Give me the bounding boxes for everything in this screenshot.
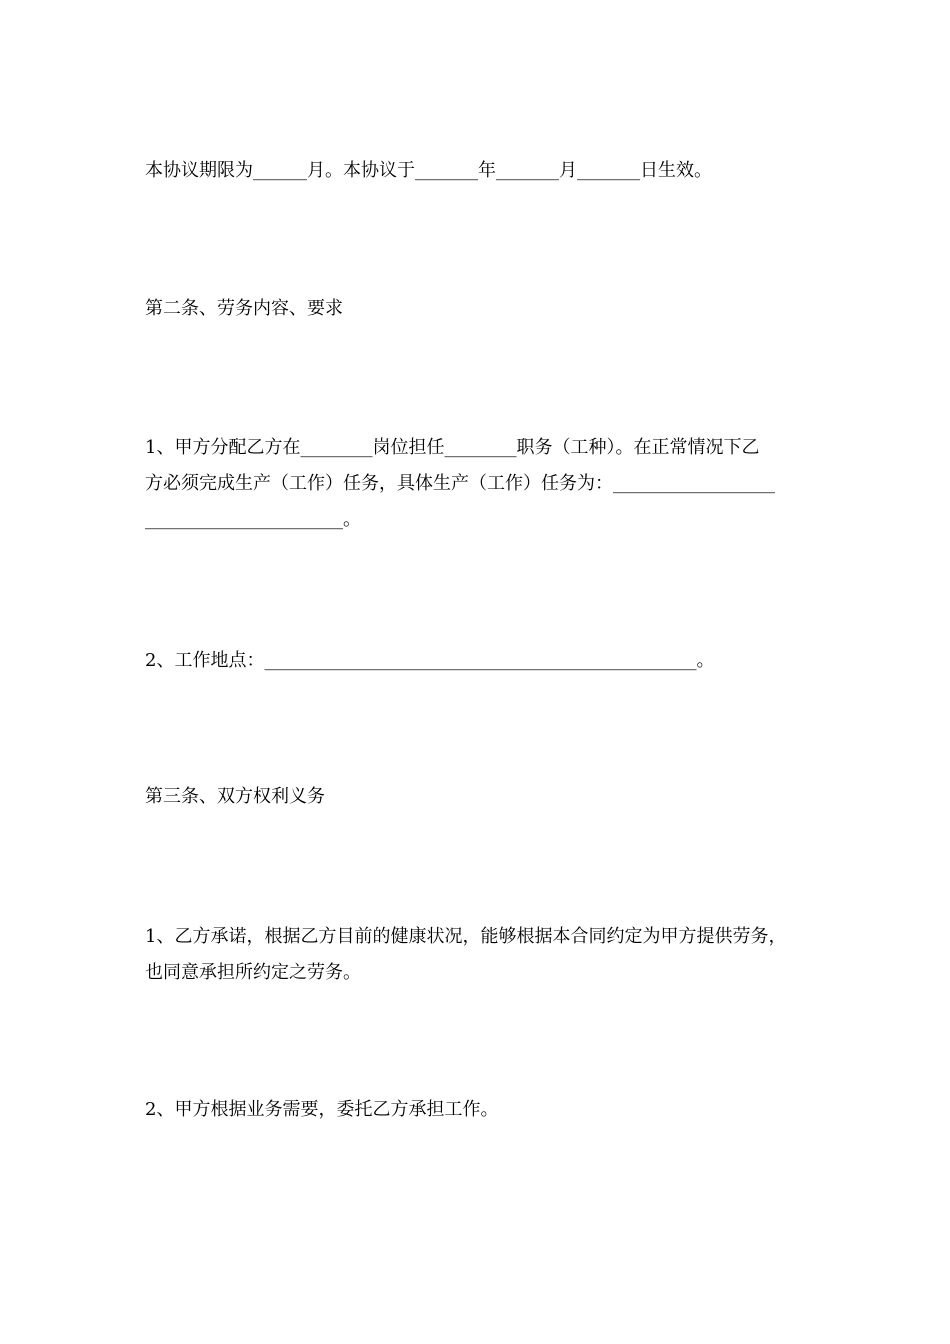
article-2-clause-1 xyxy=(145,430,825,538)
text-line: 2、工作地点：________________________________________________。 xyxy=(145,650,715,671)
text-line: 本协议期限为______月。本协议于_______年_______月_______日生效。 xyxy=(145,160,712,181)
term-effective-date-paragraph xyxy=(145,153,825,189)
article-3-clause-2 xyxy=(145,1092,825,1128)
article-3-clause-1 xyxy=(145,919,825,991)
text-line: ______________________。 xyxy=(145,509,361,530)
text-line: 也同意承担所约定之劳务。 xyxy=(145,962,361,983)
article-2-clause-2 xyxy=(145,643,825,679)
text-line: 2、甲方根据业务需要，委托乙方承担工作。 xyxy=(145,1099,499,1120)
text-line: 1、甲方分配乙方在________岗位担任________职务（工种）。在正常情况下乙 xyxy=(145,437,760,458)
article-3-heading xyxy=(145,779,825,815)
text-line: 1、乙方承诺，根据乙方目前的健康状况，能够根据本合同约定为甲方提供劳务， xyxy=(145,926,787,947)
article-2-heading xyxy=(145,291,825,327)
text-line: 方必须完成生产（工作）任务，具体生产（工作）任务为：__________________ xyxy=(145,473,775,494)
text-line: 第三条、双方权利义务 xyxy=(145,786,325,807)
text-line: 第二条、劳务内容、要求 xyxy=(145,298,343,319)
